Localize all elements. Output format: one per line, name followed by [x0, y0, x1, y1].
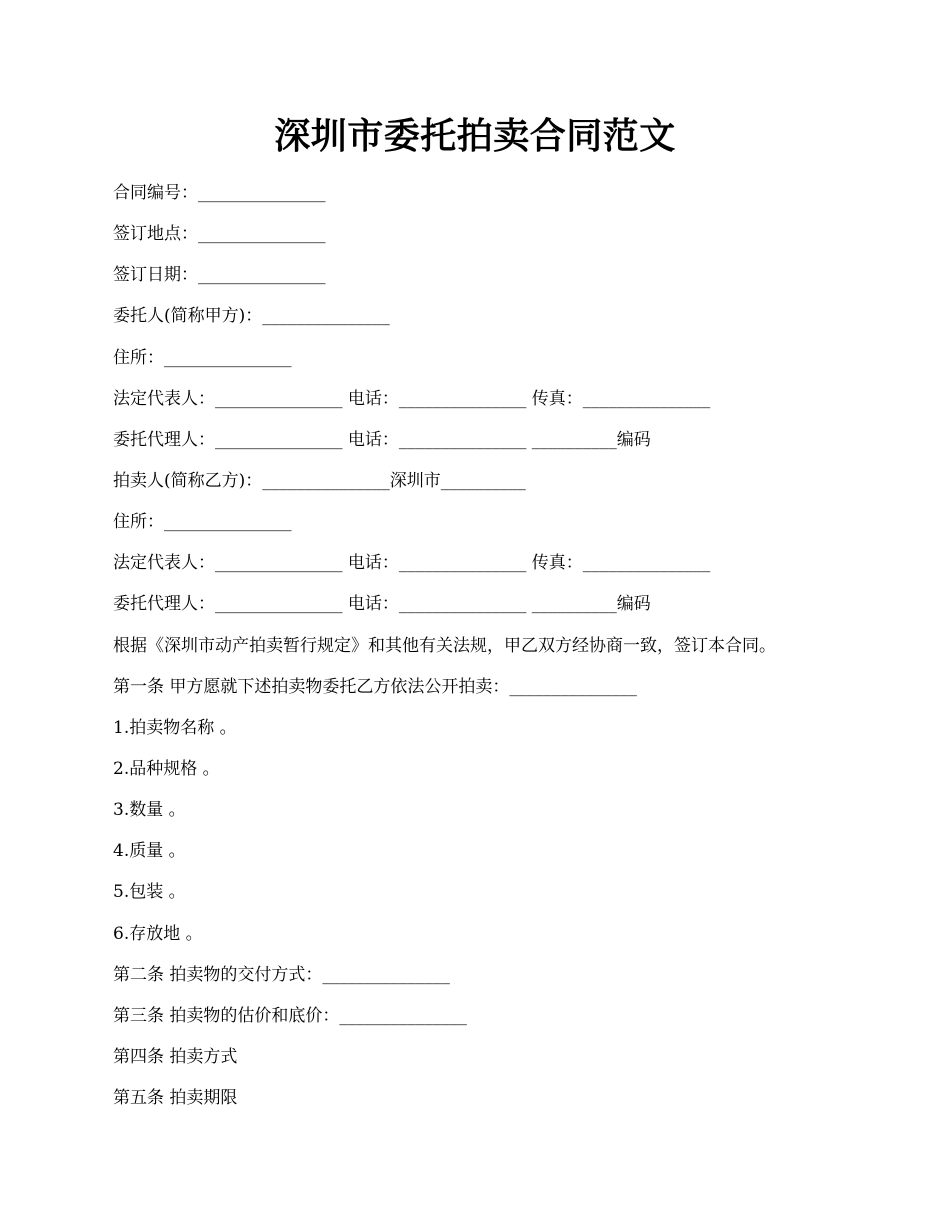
principal-party-a-line: 委托人(简称甲方)：_______________ — [113, 306, 390, 327]
item-name-line: 1.拍卖物名称 。 — [113, 717, 237, 738]
article-5-line: 第五条 拍卖期限 — [113, 1088, 238, 1109]
auctioneer-party-b-line: 拍卖人(简称乙方)：_______________深圳市__________ — [113, 470, 526, 491]
article-2-line: 第二条 拍卖物的交付方式：_______________ — [113, 964, 450, 985]
article-4-line: 第四条 拍卖方式 — [113, 1046, 238, 1067]
document-title: 深圳市委托拍卖合同范文 — [274, 115, 676, 157]
party-b-address-line: 住所：_______________ — [113, 512, 292, 533]
item-packaging-line: 5.包装 。 — [113, 882, 186, 903]
preamble-paragraph: 根据《深圳市动产拍卖暂行规定》和其他有关法规，甲乙双方经协商一致，签订本合同。 — [113, 635, 776, 656]
signing-place-line: 签订地点：_______________ — [113, 224, 326, 245]
party-a-address-line: 住所：_______________ — [113, 347, 292, 368]
article-3-line: 第三条 拍卖物的估价和底价：_______________ — [113, 1005, 467, 1026]
signing-date-line: 签订日期：_______________ — [113, 265, 326, 286]
item-spec-line: 2.品种规格 。 — [113, 758, 220, 779]
item-quality-line: 4.质量 。 — [113, 841, 186, 862]
item-quantity-line: 3.数量 。 — [113, 800, 186, 821]
item-storage-line: 6.存放地 。 — [113, 923, 203, 944]
party-b-agent-line: 委托代理人：_______________ 电话：_______________ __________编码 — [113, 594, 651, 615]
article-1-heading: 第一条 甲方愿就下述拍卖物委托乙方依法公开拍卖：_______________ — [113, 676, 637, 697]
document-body — [113, 178, 903, 1124]
party-a-agent-line: 委托代理人：_______________ 电话：_______________ __________编码 — [113, 429, 651, 450]
party-b-legal-representative-line: 法定代表人：_______________ 电话：_______________ 传真：_______________ — [113, 553, 711, 574]
party-a-legal-representative-line: 法定代表人：_______________ 电话：_______________ 传真：_______________ — [113, 388, 711, 409]
contract-number-line: 合同编号：_______________ — [113, 183, 326, 203]
